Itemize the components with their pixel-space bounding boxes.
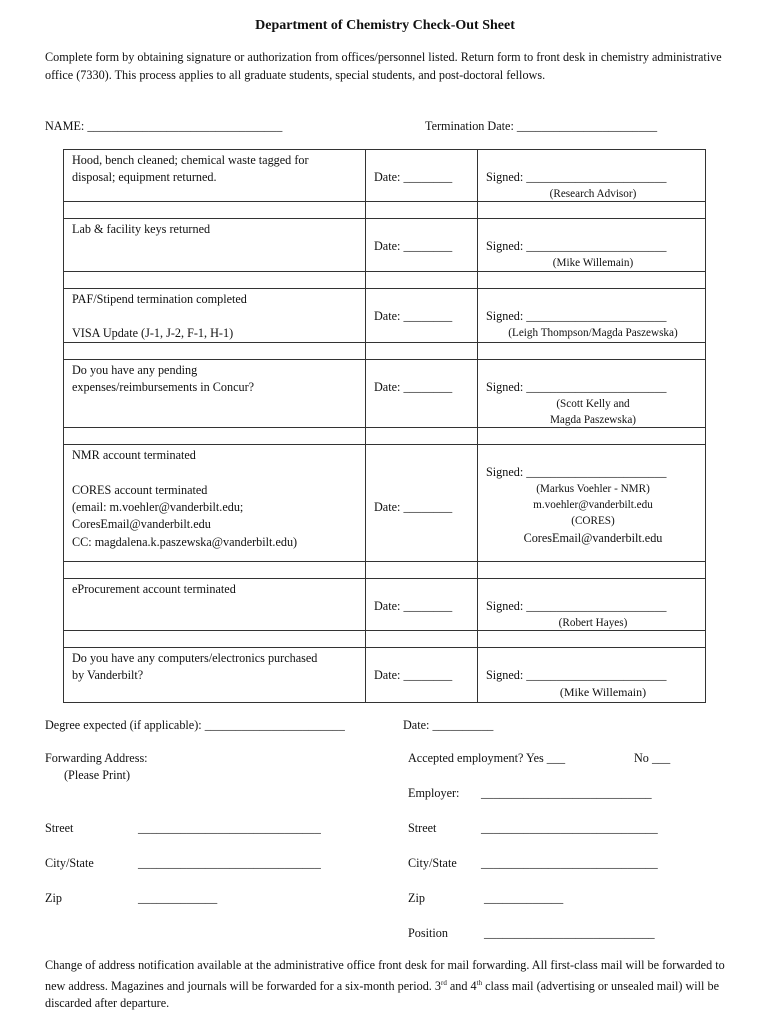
date-field[interactable]: Date: ________ [374, 239, 453, 253]
page-title: Department of Chemistry Check-Out Sheet [255, 18, 515, 33]
left-zip-input[interactable]: _____________ [138, 891, 218, 905]
table-row [64, 289, 706, 343]
forwarding-address-label: Forwarding Address: [45, 751, 148, 765]
left-zip-label: Zip [45, 891, 62, 905]
name-field[interactable]: NAME: ________________________________ [45, 119, 283, 133]
table-row [64, 445, 706, 562]
task-line: expenses/reimbursements in Concur? [72, 380, 255, 394]
signer-name: (Scott Kelly and [556, 398, 630, 410]
date-field[interactable]: Date: ________ [374, 309, 453, 323]
footer-note: Change of address notification available at the administrative office front desk for mail forwarding. All first-class mail will be forwarded to new address. Magazines and journals will be forwarded for a six-month period. 3rd and 4th class mail (advertising or unsealed mail) will be discarded after departure. [45, 958, 725, 1011]
signer-name: (Robert Hayes) [558, 617, 628, 629]
signer-name: (Mike Willemain) [552, 257, 634, 269]
task-line: CoresEmail@vanderbilt.edu [72, 517, 211, 531]
task-line: PAF/Stipend termination completed [72, 292, 247, 306]
position-label: Position [408, 926, 448, 940]
signer-email: m.voehler@vanderbilt.edu [533, 499, 653, 511]
task-line: VISA Update (J-1, J-2, F-1, H-1) [72, 326, 234, 340]
intro-paragraph: Complete form by obtaining signature or authorization from offices/personnel listed. Return form to front desk in chemistry administrative office (7330). This process applies to all graduate students, special students, and post-doctoral fellows. [45, 50, 722, 82]
date-field[interactable]: Date: ________ [374, 599, 453, 613]
task-line: (email: m.voehler@vanderbilt.edu; [72, 500, 244, 514]
task-line: eProcurement account terminated [72, 582, 236, 596]
task-line: Do you have any pending [72, 363, 198, 377]
signer-name: (Mike Willemain) [559, 685, 647, 699]
accepted-employment-yes[interactable]: Accepted employment? Yes ___ [408, 751, 566, 765]
task-line: Do you have any computers/electronics purchased [72, 651, 318, 665]
task-line: NMR account terminated [72, 448, 196, 462]
left-city-state-label: City/State [45, 856, 94, 870]
signature-field[interactable]: Signed: _______________________ [486, 309, 667, 323]
signer-name: (CORES) [571, 515, 615, 527]
position-input[interactable]: ____________________________ [484, 926, 655, 940]
table-spacer [64, 343, 706, 360]
signature-field[interactable]: Signed: _______________________ [486, 380, 667, 394]
table-spacer [64, 202, 706, 219]
signature-field[interactable]: Signed: _______________________ [486, 239, 667, 253]
task-line: Lab & facility keys returned [72, 222, 211, 236]
signature-field[interactable]: Signed: _______________________ [486, 599, 667, 613]
task-line: by Vanderbilt? [72, 668, 144, 682]
signature-field[interactable]: Signed: _______________________ [486, 668, 667, 682]
task-line: disposal; equipment returned. [72, 170, 217, 184]
degree-expected-field[interactable]: Degree expected (if applicable): _______________________ [45, 718, 345, 732]
task-line: Hood, bench cleaned; chemical waste tagged for [72, 153, 309, 167]
signer-name: (Markus Voehler - NMR) [536, 483, 650, 495]
checkout-table [63, 149, 706, 703]
date-field[interactable]: Date: ________ [374, 170, 453, 184]
table-row [64, 360, 706, 428]
signature-field[interactable]: Signed: _______________________ [486, 465, 667, 479]
task-line: CORES account terminated [72, 483, 208, 497]
signature-field[interactable]: Signed: _______________________ [486, 170, 667, 184]
table-spacer [64, 428, 706, 445]
right-zip-input[interactable]: _____________ [484, 891, 564, 905]
table-spacer [64, 631, 706, 648]
signer-name: (Research Advisor) [549, 188, 637, 200]
employer-input[interactable]: ____________________________ [481, 786, 652, 800]
employer-label: Employer: [408, 786, 460, 800]
signer-name: Magda Paszewska) [549, 414, 637, 426]
date-field[interactable]: Date: ________ [374, 668, 453, 682]
table-row [64, 648, 706, 703]
right-street-input[interactable]: _____________________________ [481, 821, 658, 835]
right-street-label: Street [408, 821, 437, 835]
table-row [64, 150, 706, 202]
signer-email: CoresEmail@vanderbilt.edu [523, 531, 663, 545]
accepted-employment-no[interactable]: No ___ [634, 751, 671, 765]
signer-name: (Leigh Thompson/Magda Paszewska) [508, 327, 678, 339]
please-print-note: (Please Print) [64, 768, 131, 782]
left-street-input[interactable]: ______________________________ [138, 821, 321, 835]
date-field[interactable]: Date: ________ [374, 380, 453, 394]
table-row [64, 579, 706, 631]
right-city-state-label: City/State [408, 856, 457, 870]
left-city-state-input[interactable]: ______________________________ [138, 856, 321, 870]
table-row [64, 219, 706, 272]
termination-date-field[interactable]: Termination Date: _______________________ [425, 119, 658, 133]
table-spacer [64, 272, 706, 289]
right-zip-label: Zip [408, 891, 425, 905]
right-city-state-input[interactable]: _____________________________ [481, 856, 658, 870]
table-spacer [64, 562, 706, 579]
degree-date-field[interactable]: Date: __________ [403, 718, 494, 732]
task-line: CC: magdalena.k.paszewska@vanderbilt.edu) [72, 535, 298, 549]
date-field[interactable]: Date: ________ [374, 500, 453, 514]
left-street-label: Street [45, 821, 74, 835]
